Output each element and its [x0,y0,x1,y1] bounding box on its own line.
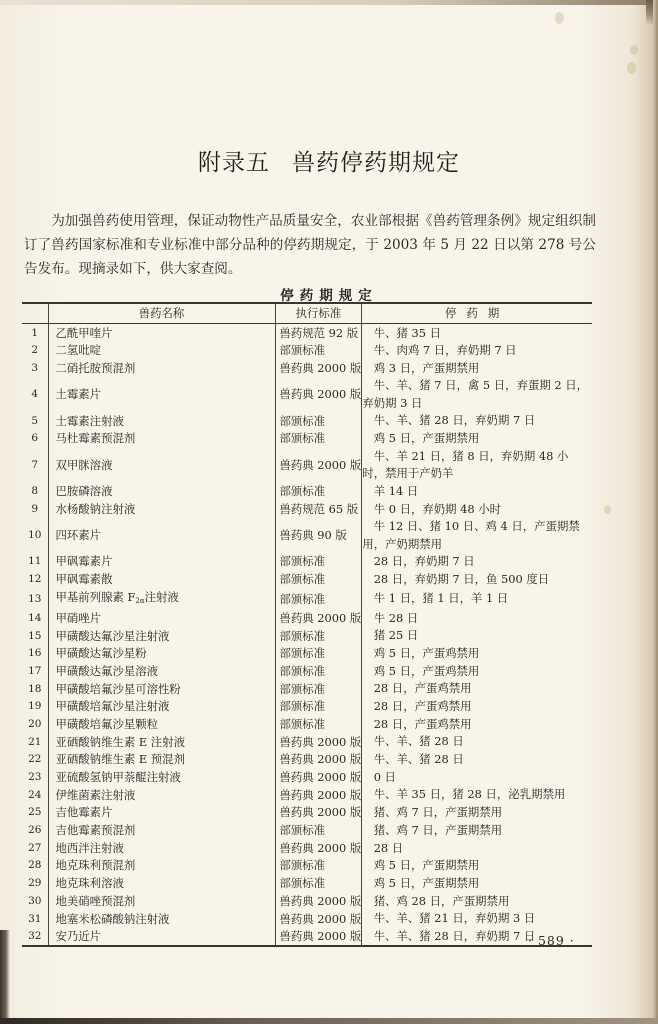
drug-name-suffix: 注射液 [144,589,179,604]
row-number: 29 [28,877,42,890]
standard: 部颁标准 [275,875,362,893]
withdrawal-period: 鸡 5 日，产蛋鸡禁用 [373,663,480,678]
withdrawal-period: 牛、羊 35 日，猪 28 日，泌乳期禁用 [373,787,566,802]
drug-name: 甲磺酸达氟沙星注射液 [48,627,275,645]
drug-name-text: 甲基前列腺素 F [55,589,136,604]
withdrawal-period: 猪 25 日 [373,628,419,643]
row-number: 12 [28,573,42,586]
withdrawal-period-cell [362,839,592,857]
table-row [22,804,592,822]
withdrawal-period-table [22,302,592,947]
table-row [22,680,592,698]
row-number: 6 [31,432,39,445]
standard: 兽药典 2000 版 [275,610,362,628]
withdrawal-period-cell [362,627,592,645]
withdrawal-period-cell [362,716,592,734]
row-number: 13 [28,592,42,605]
row-number: 10 [28,529,42,542]
table-row [22,430,592,448]
standard: 部颁标准 [275,680,362,698]
page-top-edge [0,0,658,5]
withdrawal-period: 28 日，弃奶期 7 日，鱼 500 度日 [373,571,550,586]
page-number: · 589 · [528,933,575,948]
table-row [22,857,592,875]
standard: 兽药典 2000 版 [275,377,362,412]
table-row [22,610,592,628]
appendix-label: 附录五 [198,150,270,176]
withdrawal-period-cell [362,571,592,589]
header-num [22,303,48,323]
table-row [22,377,592,412]
withdrawal-period-cell [362,645,592,663]
row-number: 24 [28,788,42,801]
row-number: 28 [28,859,42,872]
row-number: 15 [28,629,42,642]
standard: 兽药典 2000 版 [275,751,362,769]
standard: 部颁标准 [275,822,362,840]
withdrawal-period: 鸡 5 日，产蛋期禁用 [373,875,480,890]
standard: 兽药典 2000 版 [275,360,362,378]
drug-name: 地西泮注射液 [48,839,275,857]
paper-stain [604,505,611,514]
table-row [22,822,592,840]
drug-name: 地美硝唑预混剂 [48,893,275,911]
drug-name: 甲磺酸培氟沙星可溶性粉 [48,680,275,698]
withdrawal-period: 牛 12 日、猪 10 日、鸡 4 日，产蛋期禁用，产奶期禁用 [362,519,580,551]
withdrawal-period: 28 日，产蛋鸡禁用 [373,681,472,696]
withdrawal-period-cell [362,698,592,716]
withdrawal-period-cell [362,500,592,518]
table-row [22,910,592,928]
row-number: 1 [31,326,39,339]
withdrawal-period: 猪、鸡 7 日，产蛋期禁用 [373,805,503,820]
withdrawal-period: 28 日，产蛋鸡禁用 [373,699,472,714]
row-number: 7 [31,458,39,471]
withdrawal-period: 牛 1 日，猪 1 日，羊 1 日 [373,591,509,606]
standard: 部颁标准 [275,716,362,734]
withdrawal-period-cell [362,377,592,412]
withdrawal-period-cell [362,663,592,681]
paper-stain [555,12,564,24]
drug-name: 乙酰甲喹片 [48,323,275,342]
standard: 兽药典 2000 版 [275,893,362,911]
row-number: 16 [28,647,42,660]
table-row [22,769,592,787]
drug-name: 二硝托胺预混剂 [48,360,275,378]
row-number: 9 [31,502,39,515]
withdrawal-period: 猪、鸡 7 日，产蛋期禁用 [373,822,503,837]
row-number: 17 [28,664,42,677]
table-row [22,733,592,751]
withdrawal-period-cell [362,553,592,571]
book-binding-shadow [0,930,10,1024]
table-row [22,928,592,947]
standard: 兽药规范 65 版 [275,500,362,518]
withdrawal-period: 牛、羊、猪 28 日 [373,752,464,767]
withdrawal-period-cell [362,910,592,928]
drug-name: 四环素片 [48,518,275,553]
withdrawal-period-cell [362,412,592,430]
row-number: 11 [28,555,42,568]
header-withdrawal-period: 停药期 [362,303,592,323]
drug-name: 甲硝唑片 [48,610,275,628]
table-row [22,323,592,342]
withdrawal-period-cell [362,751,592,769]
drug-name: 吉他霉素预混剂 [48,822,275,840]
drug-name: 巴胺磷溶液 [48,483,275,501]
withdrawal-period: 牛、猪 35 日 [373,325,441,340]
table-row [22,342,592,360]
withdrawal-period-cell [362,786,592,804]
header-standard: 执行标准 [275,303,362,323]
drug-name: 双甲脒溶液 [48,448,275,483]
table-row [22,645,592,663]
drug-name: 地克珠利预混剂 [48,857,275,875]
drug-name-subscript: 2α [135,596,145,605]
table-row [22,839,592,857]
intro-paragraph: 为加强兽药使用管理，保证动物性产品质量安全，农业部根据《兽药管理条例》规定组织制订了兽药国家标准和专业标准中部分品种的停药期规定，于 2003 年 5 月 22 日以第 278 号公告发布。现摘录如下，供大家查阅。 [24,213,596,277]
standard: 兽药典 2000 版 [275,733,362,751]
table-row [22,500,592,518]
withdrawal-period: 牛 0 日，弃奶期 48 小时 [373,501,502,516]
withdrawal-period-cell [362,430,592,448]
row-number: 19 [28,700,42,713]
withdrawal-period-cell [362,893,592,911]
drug-name: 地塞米松磷酸钠注射液 [48,910,275,928]
withdrawal-period: 牛、羊、猪 28 日，弃奶期 7 日 [373,413,536,428]
row-number: 23 [28,771,42,784]
withdrawal-period-cell [362,804,592,822]
withdrawal-period: 牛、羊、猪 7 日，禽 5 日，弃蛋期 2 日，弃奶期 3 日 [362,378,589,410]
withdrawal-period: 鸡 5 日，产蛋期禁用 [373,431,480,446]
table-row [22,571,592,589]
standard: 兽药典 2000 版 [275,839,362,857]
drug-name: 马杜霉素预混剂 [48,430,275,448]
standard: 部颁标准 [275,627,362,645]
row-number: 14 [28,611,42,624]
table-row [22,483,592,501]
table-row [22,663,592,681]
withdrawal-period: 鸡 5 日，产蛋期禁用 [373,858,480,873]
standard: 部颁标准 [275,553,362,571]
drug-name: 甲砜霉素片 [48,553,275,571]
table-title: 停药期规定 [280,288,378,304]
withdrawal-period-cell [362,875,592,893]
appendix-title: 兽药停药期规定 [292,150,460,176]
drug-name: 伊维菌素注射液 [48,786,275,804]
withdrawal-period-cell [362,733,592,751]
row-number: 30 [28,894,42,907]
standard: 兽药典 2000 版 [275,769,362,787]
standard: 部颁标准 [275,342,362,360]
row-number: 20 [28,717,42,730]
table-row [22,360,592,378]
standard: 兽药典 2000 版 [275,928,362,947]
drug-name: 亚硫酸氢钠甲萘醌注射液 [48,769,275,787]
header-drug-name: 兽药名称 [48,303,275,323]
standard: 部颁标准 [275,645,362,663]
table-row [22,412,592,430]
paper-stain [627,62,636,74]
withdrawal-period-cell [362,822,592,840]
table-header-row [22,303,592,323]
row-number: 4 [31,388,39,401]
withdrawal-period: 0 日 [373,769,396,784]
standard: 部颁标准 [275,430,362,448]
row-number: 31 [28,912,42,925]
drug-name: 地克珠利溶液 [48,875,275,893]
page-bottom-edge [0,1018,658,1024]
withdrawal-period-cell [362,589,592,610]
withdrawal-period-cell [362,518,592,553]
row-number: 21 [28,735,42,748]
table-row [22,875,592,893]
drug-name: 土霉素片 [48,377,275,412]
withdrawal-period-cell [362,360,592,378]
standard: 部颁标准 [275,589,362,610]
row-number: 32 [22,928,48,947]
table-row [22,627,592,645]
standard: 部颁标准 [275,483,362,501]
withdrawal-period-cell [362,857,592,875]
table-row [22,698,592,716]
standard: 兽药典 90 版 [275,518,362,553]
withdrawal-period: 牛 28 日 [373,610,419,625]
withdrawal-period: 鸡 5 日，产蛋鸡禁用 [373,645,480,660]
withdrawal-period-cell [362,483,592,501]
standard: 兽药规范 92 版 [275,323,362,342]
row-number: 22 [28,753,42,766]
standard: 兽药典 2000 版 [275,786,362,804]
paper-stain [630,45,638,55]
withdrawal-period: 28 日，弃奶期 7 日 [373,554,475,569]
drug-name: 甲磺酸培氟沙星颗粒 [48,716,275,734]
row-number: 5 [31,414,39,427]
drug-name: 安乃近片 [48,928,275,947]
drug-name: 土霉素注射液 [48,412,275,430]
row-number: 25 [28,806,42,819]
withdrawal-period: 羊 14 日 [373,483,419,498]
table-row [22,751,592,769]
table-row [22,553,592,571]
table-row [22,518,592,553]
withdrawal-period: 猪、鸡 28 日，产蛋期禁用 [373,893,510,908]
drug-name [48,589,275,610]
withdrawal-period: 28 日 [373,840,404,855]
drug-name: 甲磺酸培氟沙星注射液 [48,698,275,716]
withdrawal-period-cell [362,769,592,787]
standard: 部颁标准 [275,571,362,589]
withdrawal-period: 28 日，产蛋鸡禁用 [373,716,472,731]
drug-name: 水杨酸钠注射液 [48,500,275,518]
withdrawal-period: 牛、羊、猪 28 日 [373,734,464,749]
withdrawal-period-cell [362,448,592,483]
standard: 兽药典 2000 版 [275,448,362,483]
table-row [22,893,592,911]
drug-name: 甲砜霉素散 [48,571,275,589]
withdrawal-period: 鸡 3 日，产蛋期禁用 [373,360,480,375]
standard: 部颁标准 [275,857,362,875]
row-number: 3 [31,362,39,375]
row-number: 18 [28,682,42,695]
table-row [22,589,592,610]
withdrawal-period: 牛、羊 21 日，猪 8 日，弃奶期 48 小时，禁用于产奶羊 [362,448,569,481]
drug-name: 甲磺酸达氟沙星溶液 [48,663,275,681]
row-number: 2 [31,344,39,357]
page-title [0,144,658,177]
withdrawal-period-cell [362,342,592,360]
withdrawal-period-cell [362,610,592,628]
table-row [22,786,592,804]
withdrawal-period: 牛、肉鸡 7 日，弃奶期 7 日 [373,343,517,358]
standard: 兽药典 2000 版 [275,804,362,822]
drug-name: 亚硒酸钠维生素 E 注射液 [48,733,275,751]
table-row [22,716,592,734]
standard: 兽药典 2000 版 [275,910,362,928]
row-number: 27 [28,841,42,854]
drug-name: 甲磺酸达氟沙星粉 [48,645,275,663]
withdrawal-period: 牛、羊、猪 21 日，弃奶期 3 日 [373,911,536,926]
standard: 部颁标准 [275,663,362,681]
drug-name: 亚硒酸钠维生素 E 预混剂 [48,751,275,769]
row-number: 8 [31,485,39,498]
withdrawal-period-cell [362,680,592,698]
row-number: 26 [28,824,42,837]
withdrawal-period: 牛、羊、猪 28 日，弃奶期 7 日 [373,928,536,943]
table-row [22,448,592,483]
standard: 部颁标准 [275,412,362,430]
drug-name: 吉他霉素片 [48,804,275,822]
drug-name: 二氢吡啶 [48,342,275,360]
withdrawal-period-cell [362,323,592,342]
standard: 部颁标准 [275,698,362,716]
